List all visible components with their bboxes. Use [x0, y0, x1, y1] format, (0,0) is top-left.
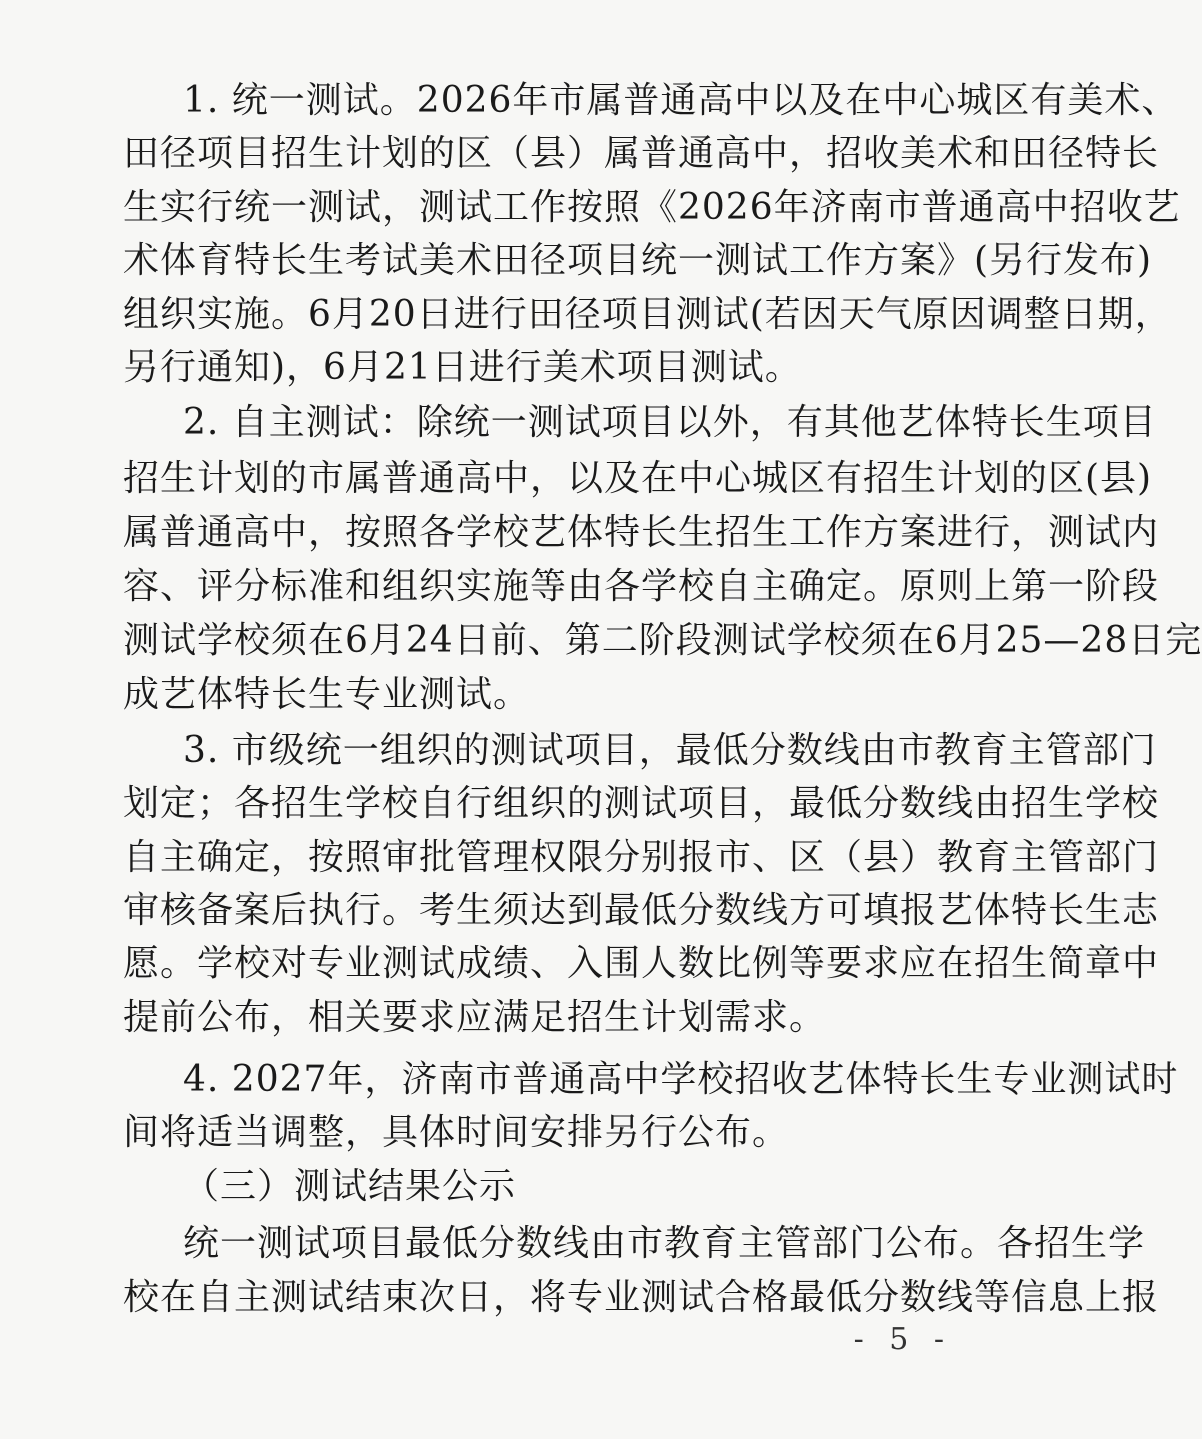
paragraph-1-line-6: 另行通知)，6月21日进行美术项目测试。 — [123, 347, 802, 388]
paragraph-1-line-3: 生实行统一测试，测试工作按照《2026年济南市普通高中招收艺 — [123, 187, 1181, 228]
paragraph-2-line-4: 容、评分标准和组织实施等由各学校自主确定。原则上第一阶段 — [123, 566, 1160, 607]
paragraph-2-line-6: 成艺体特长生专业测试。 — [123, 674, 531, 715]
paragraph-4-line-1: 4. 2027年，济南市普通高中学校招收艺体特长生专业测试时 — [183, 1059, 1179, 1100]
paragraph-5-line-1: 统一测试项目最低分数线由市教育主管部门公布。各招生学 — [183, 1223, 1146, 1264]
paragraph-2-line-5: 测试学校须在6月24日前、第二阶段测试学校须在6月25—28日完 — [123, 620, 1202, 661]
paragraph-1-line-4: 术体育特长生考试美术田径项目统一测试工作方案》(另行发布) — [123, 240, 1153, 281]
section-heading: （三）测试结果公示 — [183, 1166, 517, 1207]
paragraph-3-line-4: 审核备案后执行。考生须达到最低分数线方可填报艺体特长生志 — [123, 890, 1160, 931]
paragraph-2-line-2: 招生计划的市属普通高中，以及在中心城区有招生计划的区(县) — [123, 458, 1153, 499]
paragraph-1-line-5: 组织实施。6月20日进行田径项目测试(若因天气原因调整日期， — [123, 294, 1172, 335]
paragraph-3-line-6: 提前公布，相关要求应满足招生计划需求。 — [123, 997, 827, 1038]
paragraph-4-line-2: 间将适当调整，具体时间安排另行公布。 — [123, 1112, 790, 1153]
paragraph-5-line-2: 校在自主测试结束次日，将专业测试合格最低分数线等信息上报 — [123, 1277, 1160, 1318]
paragraph-3-line-3: 自主确定，按照审批管理权限分别报市、区（县）教育主管部门 — [123, 837, 1160, 878]
paragraph-1-line-2: 田径项目招生计划的区（县）属普通高中，招收美术和田径特长 — [123, 133, 1160, 174]
paragraph-2-line-3: 属普通高中，按照各学校艺体特长生招生工作方案进行，测试内 — [123, 512, 1160, 553]
paragraph-2-line-1: 2. 自主测试：除统一测试项目以外，有其他艺体特长生项目 — [183, 402, 1157, 443]
page-number: - 5 - — [853, 1322, 952, 1357]
paragraph-3-line-5: 愿。学校对专业测试成绩、入围人数比例等要求应在招生简章中 — [123, 943, 1160, 984]
paragraph-1-line-1: 1. 统一测试。2026年市属普通高中以及在中心城区有美术、 — [183, 80, 1179, 121]
paragraph-3-line-1: 3. 市级统一组织的测试项目，最低分数线由市教育主管部门 — [183, 730, 1157, 771]
paragraph-3-line-2: 划定；各招生学校自行组织的测试项目，最低分数线由招生学校 — [123, 783, 1160, 824]
